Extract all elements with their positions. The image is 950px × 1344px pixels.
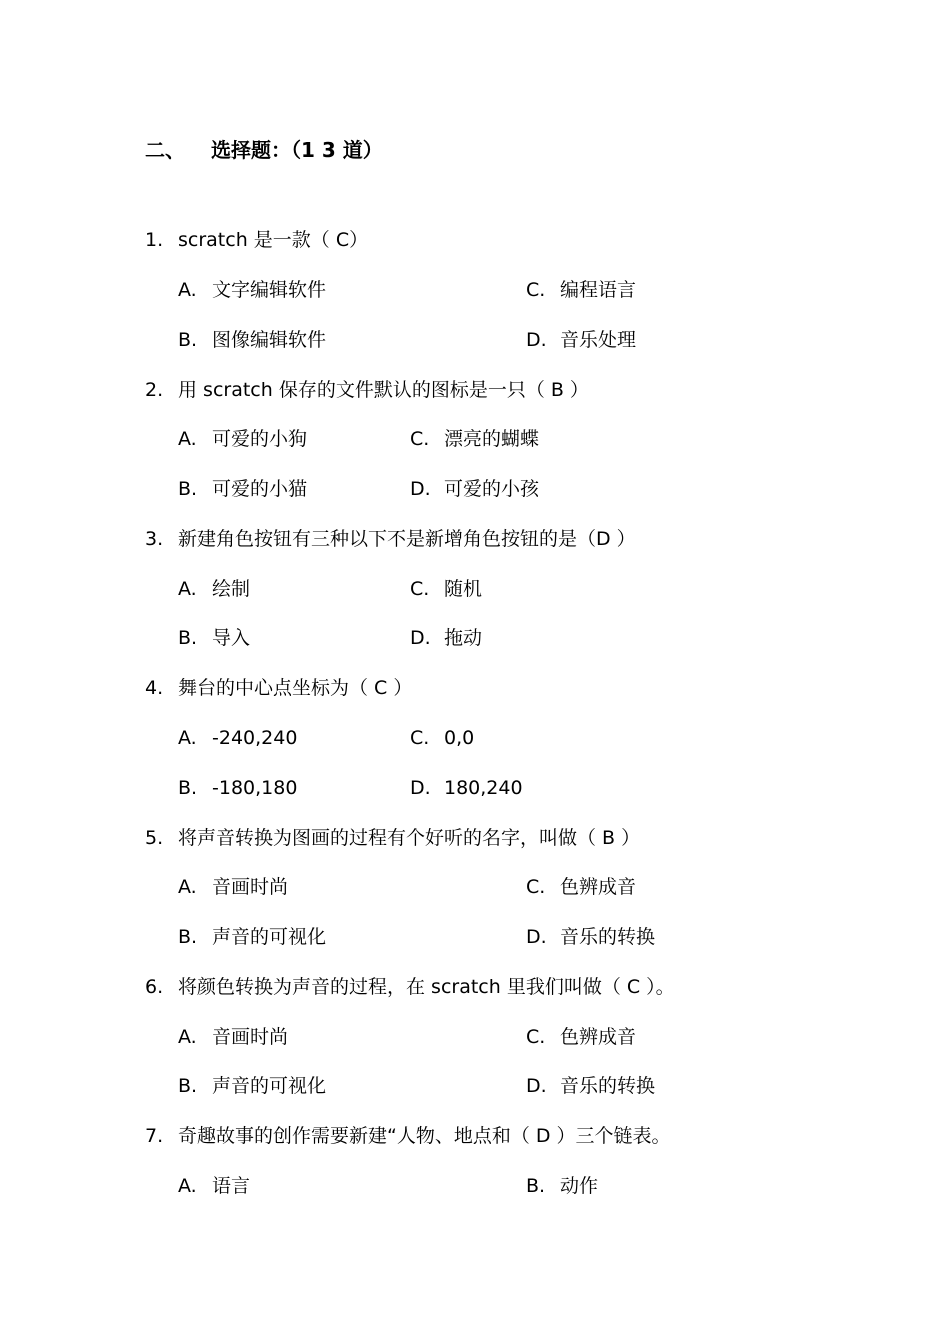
option-letter: A.: [178, 1026, 197, 1048]
option-letter: A.: [178, 428, 197, 450]
option-letter: B.: [178, 627, 198, 649]
option-text: 180,240: [444, 777, 523, 799]
q4-option-c: [410, 724, 474, 752]
option-letter: B.: [178, 329, 198, 351]
q4-option-b: [178, 774, 297, 802]
option-letter: B.: [178, 926, 198, 948]
option-text: 导入: [212, 627, 251, 649]
option-text: 音乐处理: [560, 329, 637, 351]
option-text: 可爱的小孩: [444, 478, 540, 500]
option-letter: D.: [526, 926, 547, 948]
q5-option-a: [178, 873, 288, 901]
option-letter: D.: [526, 329, 547, 351]
q2-option-d: [410, 475, 539, 503]
question-number: 2.: [145, 379, 164, 401]
option-text: 漂亮的蝴蝶: [444, 428, 540, 450]
q1-option-c: [526, 276, 636, 304]
option-text: 文字编辑软件: [212, 279, 327, 301]
q7-option-b: [526, 1172, 598, 1200]
option-text: 色辨成音: [560, 1026, 637, 1048]
q6-option-c: [526, 1023, 636, 1051]
option-letter: B.: [178, 777, 198, 799]
option-letter: C.: [526, 279, 546, 301]
option-letter: D.: [526, 1075, 547, 1097]
q3-option-b: [178, 624, 250, 652]
option-letter: C.: [410, 578, 430, 600]
option-letter: B.: [178, 478, 198, 500]
option-letter: A.: [178, 578, 197, 600]
q5-option-b: [178, 923, 326, 951]
question-text: 奇趣故事的创作需要新建“人物、地点和（ D ）三个链表。: [178, 1125, 671, 1147]
question-7: [145, 1122, 671, 1150]
question-text: 将声音转换为图画的过程有个好听的名字，叫做（ B ）: [178, 827, 641, 849]
option-text: 动作: [560, 1175, 599, 1197]
q7-option-a: [178, 1172, 250, 1200]
section-heading: [145, 136, 383, 164]
question-text: 新建角色按钮有三种以下不是新增角色按钮的是（D ）: [178, 528, 636, 550]
q2-option-b: [178, 475, 307, 503]
option-text: 拖动: [444, 627, 483, 649]
option-letter: A.: [178, 1175, 197, 1197]
q2-option-c: [410, 425, 539, 453]
q2-option-a: [178, 425, 307, 453]
q3-option-d: [410, 624, 482, 652]
option-text: 音画时尚: [212, 876, 289, 898]
option-text: 可爱的小狗: [212, 428, 308, 450]
option-text: 编程语言: [560, 279, 637, 301]
option-letter: D.: [410, 627, 431, 649]
section-title: 选择题：（1 3 道）: [211, 138, 383, 162]
option-letter: D.: [410, 478, 431, 500]
option-letter: C.: [526, 1026, 546, 1048]
option-text: 语言: [212, 1175, 251, 1197]
option-text: 声音的可视化: [212, 926, 327, 948]
q5-option-c: [526, 873, 636, 901]
option-letter: C.: [410, 428, 430, 450]
option-letter: C.: [526, 876, 546, 898]
option-letter: D.: [410, 777, 431, 799]
option-text: 音画时尚: [212, 1026, 289, 1048]
question-4: [145, 674, 412, 702]
question-5: [145, 824, 640, 852]
question-2: [145, 376, 589, 404]
question-text: 舞台的中心点坐标为（ C ）: [178, 677, 413, 699]
q1-option-d: [526, 326, 636, 354]
option-text: 可爱的小猫: [212, 478, 308, 500]
q6-option-b: [178, 1072, 326, 1100]
option-text: -240,240: [212, 727, 298, 749]
option-letter: B.: [526, 1175, 546, 1197]
q6-option-a: [178, 1023, 288, 1051]
question-text: 将颜色转换为声音的过程，在 scratch 里我们叫做（ C ）。: [178, 976, 675, 998]
option-text: 音乐的转换: [560, 926, 656, 948]
q4-option-d: [410, 774, 523, 802]
q3-option-a: [178, 575, 250, 603]
option-text: 色辨成音: [560, 876, 637, 898]
option-letter: B.: [178, 1075, 198, 1097]
option-text: 绘制: [212, 578, 251, 600]
option-letter: A.: [178, 727, 197, 749]
question-number: 5.: [145, 827, 164, 849]
option-text: 图像编辑软件: [212, 329, 327, 351]
question-3: [145, 525, 636, 553]
q3-option-c: [410, 575, 482, 603]
question-6: [145, 973, 675, 1001]
option-text: 随机: [444, 578, 483, 600]
section-number: 二、: [145, 138, 185, 162]
option-text: 音乐的转换: [560, 1075, 656, 1097]
option-letter: A.: [178, 876, 197, 898]
question-number: 4.: [145, 677, 164, 699]
q1-option-b: [178, 326, 326, 354]
option-text: 声音的可视化: [212, 1075, 327, 1097]
question-1: [145, 226, 368, 254]
option-letter: A.: [178, 279, 197, 301]
q6-option-d: [526, 1072, 655, 1100]
option-text: 0,0: [444, 727, 475, 749]
q4-option-a: [178, 724, 297, 752]
question-number: 6.: [145, 976, 164, 998]
q1-option-a: [178, 276, 326, 304]
question-number: 1.: [145, 229, 164, 251]
question-number: 7.: [145, 1125, 164, 1147]
question-text: 用 scratch 保存的文件默认的图标是一只（ B ）: [178, 379, 589, 401]
option-text: -180,180: [212, 777, 298, 799]
question-text: scratch 是一款（ C）: [178, 229, 369, 251]
q5-option-d: [526, 923, 655, 951]
option-letter: C.: [410, 727, 430, 749]
question-number: 3.: [145, 528, 164, 550]
